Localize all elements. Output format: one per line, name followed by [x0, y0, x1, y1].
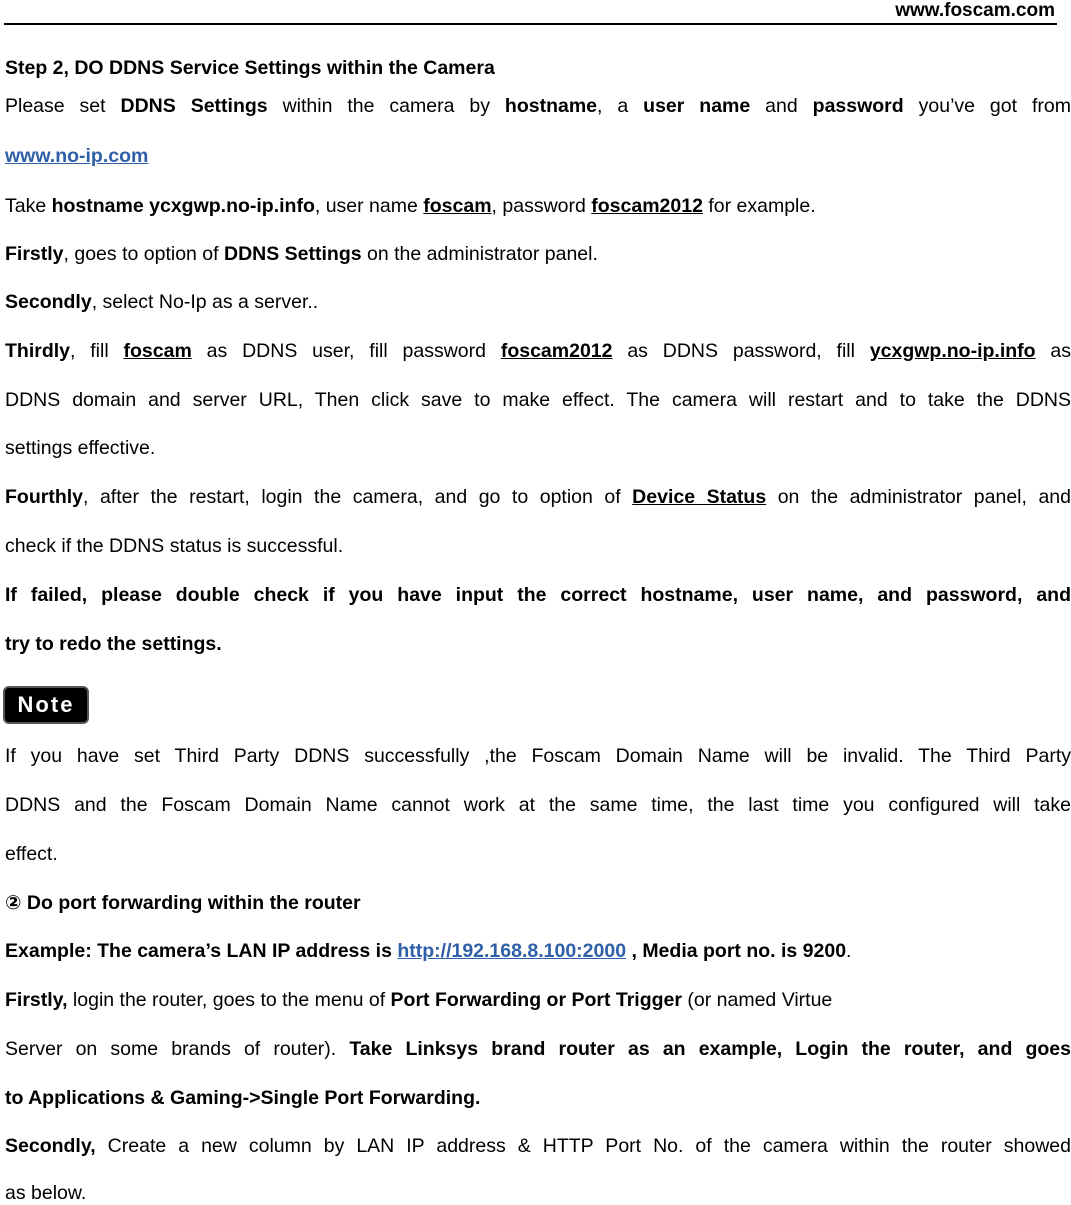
thirdly-line-2: DDNS domain and server URL, Then click save to make effect. The camera will restart and to take the DDNS — [5, 389, 1071, 411]
port-forward-heading: ② Do port forwarding within the router — [5, 892, 361, 914]
fourthly-line-2: check if the DDNS status is successful. — [5, 535, 344, 557]
thirdly-line-1: Thirdly, fill foscam as DDNS user, fill password foscam2012 as DDNS password, fill ycxgwp.no-ip.info as — [5, 340, 1071, 362]
fourthly-line-1: Fourthly, after the restart, login the camera, and go to option of Device Status on the administrator panel, and — [5, 486, 1071, 508]
port-server-line: Server on some brands of router). Take Linksys brand router as an example, Login the router, and goes — [5, 1038, 1071, 1060]
header-site-url[interactable]: www.foscam.com — [895, 0, 1055, 21]
note-line-3: effect. — [5, 843, 58, 865]
port-apps-line: to Applications & Gaming->Single Port Forwarding. — [5, 1087, 481, 1109]
port-example-line: Example: The camera’s LAN IP address is http://192.168.8.100:2000 , Media port no. is 9200. — [5, 940, 852, 962]
note-line-2: DDNS and the Foscam Domain Name cannot work at the same time, the last time you configured will take — [5, 794, 1071, 816]
step2-intro: Please set DDNS Settings within the camera by hostname, a user name and password you’ve got from — [5, 95, 1071, 117]
step2-title: Step 2, DO DDNS Service Settings within the Camera — [5, 57, 495, 79]
port-secondly-line-2: as below. — [5, 1182, 87, 1204]
failed-line-2: try to redo the settings. — [5, 633, 222, 655]
secondly-line: Secondly, select No-Ip as a server.. — [5, 291, 319, 313]
noip-link[interactable]: www.no-ip.com — [5, 145, 149, 167]
failed-line-1: If failed, please double check if you have input the correct hostname, user name, and password, and — [5, 584, 1071, 606]
camera-ip-link[interactable]: http://192.168.8.100:2000 — [397, 940, 627, 962]
example-line: Take hostname ycxgwp.no-ip.info, user name foscam, password foscam2012 for example. — [5, 195, 816, 217]
port-secondly-line-1: Secondly, Create a new column by LAN IP address & HTTP Port No. of the camera within the router showed — [5, 1135, 1071, 1157]
thirdly-line-3: settings effective. — [5, 437, 156, 459]
port-firstly-line: Firstly, login the router, goes to the menu of Port Forwarding or Port Trigger (or named Virtue — [5, 989, 833, 1011]
firstly-line: Firstly, goes to option of DDNS Settings on the administrator panel. — [5, 243, 598, 265]
note-line-1: If you have set Third Party DDNS successfully ,the Foscam Domain Name will be invalid. The Third Party — [5, 745, 1071, 767]
note-badge: Note — [3, 686, 89, 724]
noip-link-line — [5, 145, 1071, 168]
header-divider — [4, 23, 1057, 25]
